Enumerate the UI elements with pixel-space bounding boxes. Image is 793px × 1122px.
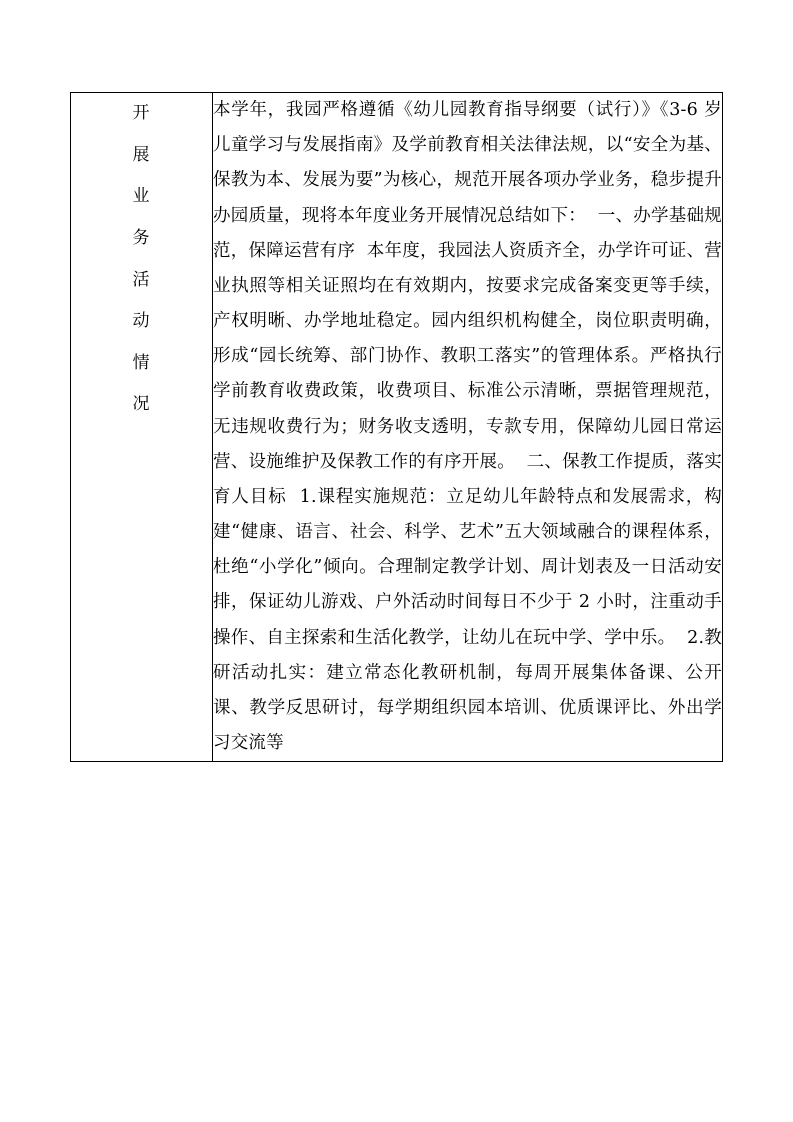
row-label-cell: [71, 93, 213, 762]
row-label-text: 开展业务活动情况: [132, 103, 151, 415]
table-row: [71, 93, 723, 762]
activity-description-text: 本学年，我园严格遵循《幼儿园教育指导纲要（试行）》《3-6 岁儿童学习与发展指南》及学前教育相关法律法规，以“安全为基、保教为本、发展为要”为核心，规范开展各项办学业务，稳步提升办园质量，现将本年度业务开展情况总结如下： 一、办学基础规范，保障运营有序 本年度，我园法人资质齐全，办学许可证、营业执照等相关证照均在有效期内，按要求完成备案变更等手续，产权明晰、办学地址稳定。园内组织机构健全，岗位职责明确，形成“园长统筹、部门协作、教职工落实”的管理体系。严格执行学前教育收费政策，收费项目、标准公示清晰，票据管理规范，无违规收费行为；财务收支透明，专款专用，保障幼儿园日常运营、设施维护及保教工作的有序开展。 二、保教工作提质，落实育人目标 1.课程实施规范：立足幼儿年龄特点和发展需求，构建“健康、语言、社会、科学、艺术”五大领域融合的课程体系，杜绝“小学化”倾向。合理制定教学计划、周计划表及一日活动安排，保证幼儿游戏、户外活动时间每日不少于 2 小时，注重动手操作、自主探索和生活化教学，让幼儿在玩中学、学中乐。 2.教研活动扎实：建立常态化教研机制，每周开展集体备课、公开课、教学反思研讨，每学期组织园本培训、优质课评比、外出学习交流等: [213, 100, 722, 754]
row-content-cell: [213, 93, 723, 762]
activity-report-table: [70, 92, 723, 762]
